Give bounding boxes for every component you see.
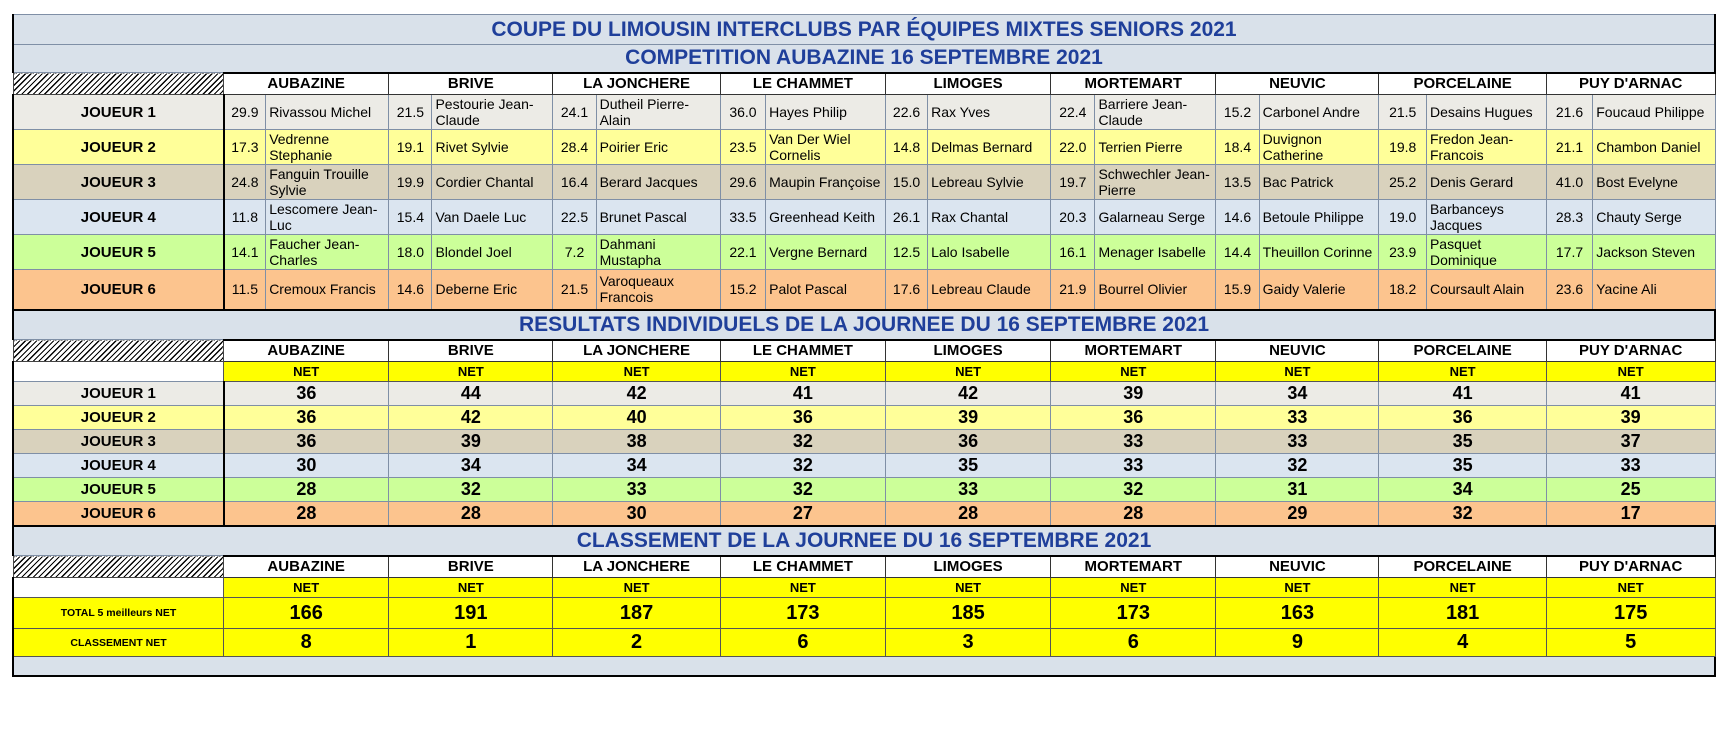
player-name-cell: Hayes Philip (766, 95, 886, 130)
handicap-cell: 24.8 (224, 165, 266, 200)
handicap-cell: 21.1 (1546, 130, 1592, 165)
handicap-cell: 14.8 (885, 130, 927, 165)
total-cell: 187 (553, 598, 720, 629)
handicap-cell: 15.2 (720, 270, 765, 310)
handicap-cell: 18.4 (1216, 130, 1259, 165)
roster-row (13, 235, 1715, 270)
net-header: NET (224, 578, 389, 598)
net-header: NET (553, 578, 720, 598)
player-label: JOUEUR 1 (13, 382, 224, 406)
net-score-cell: 32 (720, 454, 885, 478)
player-name-cell: Van Der Wiel Cornelis (766, 130, 886, 165)
net-score-cell: 33 (553, 478, 720, 502)
club-header: LA JONCHERE (553, 73, 720, 95)
net-score-cell: 34 (1379, 478, 1546, 502)
player-label: JOUEUR 3 (13, 165, 224, 200)
player-label: JOUEUR 2 (13, 130, 224, 165)
total-row (13, 598, 1715, 629)
player-name-cell: Lebreau Claude (928, 270, 1051, 310)
player-name-cell: Berard Jacques (596, 165, 720, 200)
score-row (13, 454, 1715, 478)
player-name-cell: Fanguin Trouille Sylvie (266, 165, 389, 200)
club-header: LIMOGES (885, 340, 1050, 362)
handicap-cell: 29.9 (224, 95, 266, 130)
net-score-cell: 32 (1216, 454, 1379, 478)
score-row (13, 406, 1715, 430)
net-header: NET (1379, 578, 1546, 598)
handicap-cell: 7.2 (553, 235, 596, 270)
player-name-cell: Barbanceys Jacques (1426, 200, 1546, 235)
hatched-corner (13, 73, 224, 95)
player-label: JOUEUR 6 (13, 502, 224, 526)
player-name-cell: Yacine Ali (1593, 270, 1715, 310)
handicap-cell: 23.5 (720, 130, 765, 165)
net-header: NET (1546, 578, 1715, 598)
player-name-cell: Delmas Bernard (928, 130, 1051, 165)
net-score-cell: 36 (224, 430, 389, 454)
net-score-cell: 42 (389, 406, 553, 430)
net-score-cell: 32 (720, 430, 885, 454)
player-name-cell: Brunet Pascal (596, 200, 720, 235)
net-score-cell: 28 (224, 502, 389, 526)
player-name-cell: Duvignon Catherine (1259, 130, 1379, 165)
net-header: NET (720, 362, 885, 382)
player-name-cell: Pestourie Jean-Claude (432, 95, 553, 130)
player-name-cell: Dahmani Mustapha (596, 235, 720, 270)
results-title: RESULTATS INDIVIDUELS DE LA JOURNEE DU 16 SEPTEMBRE 2021 (13, 310, 1715, 340)
net-score-cell: 27 (720, 502, 885, 526)
player-name-cell: Vedrenne Stephanie (266, 130, 389, 165)
handicap-cell: 17.6 (885, 270, 927, 310)
results-net-header (13, 362, 1715, 382)
results-club-header (13, 340, 1715, 362)
player-name-cell: Cordier Chantal (432, 165, 553, 200)
handicap-cell: 15.0 (885, 165, 927, 200)
net-score-cell: 29 (1216, 502, 1379, 526)
score-row (13, 430, 1715, 454)
total-cell: 173 (1051, 598, 1216, 629)
club-header: MORTEMART (1051, 340, 1216, 362)
handicap-cell: 21.5 (389, 95, 432, 130)
player-name-cell: Lebreau Sylvie (928, 165, 1051, 200)
player-name-cell: Rivet Sylvie (432, 130, 553, 165)
handicap-cell: 22.1 (720, 235, 765, 270)
net-score-cell: 28 (389, 502, 553, 526)
player-name-cell: Rax Yves (928, 95, 1051, 130)
net-score-cell: 40 (553, 406, 720, 430)
ranking-cell: 5 (1546, 629, 1715, 657)
player-label: JOUEUR 1 (13, 95, 224, 130)
player-name-cell: Chambon Daniel (1593, 130, 1715, 165)
net-score-cell: 39 (1051, 382, 1216, 406)
net-score-cell: 32 (1051, 478, 1216, 502)
player-name-cell: Deberne Eric (432, 270, 553, 310)
club-header: LE CHAMMET (720, 340, 885, 362)
net-score-cell: 41 (720, 382, 885, 406)
net-score-cell: 32 (1379, 502, 1546, 526)
handicap-cell: 18.2 (1379, 270, 1427, 310)
handicap-cell: 14.6 (389, 270, 432, 310)
net-score-cell: 36 (1051, 406, 1216, 430)
ranking-cell: 3 (885, 629, 1050, 657)
club-header: LE CHAMMET (720, 73, 885, 95)
blank-cell (13, 362, 224, 382)
handicap-cell: 19.0 (1379, 200, 1427, 235)
player-name-cell: Theuillon Corinne (1259, 235, 1379, 270)
ranking-cell: 6 (1051, 629, 1216, 657)
net-header: NET (1546, 362, 1715, 382)
player-name-cell: Lalo Isabelle (928, 235, 1051, 270)
competition-title: COMPETITION AUBAZINE 16 SEPTEMBRE 2021 (13, 45, 1715, 73)
results-title-row (13, 310, 1715, 340)
club-header: PUY D'ARNAC (1546, 556, 1715, 578)
player-name-cell: Fredon Jean-Francois (1426, 130, 1546, 165)
handicap-cell: 22.0 (1051, 130, 1095, 165)
handicap-cell: 21.5 (553, 270, 596, 310)
net-header: NET (224, 362, 389, 382)
net-score-cell: 36 (1379, 406, 1546, 430)
player-label: JOUEUR 6 (13, 270, 224, 310)
player-name-cell: Van Daele Luc (432, 200, 553, 235)
net-header: NET (1216, 578, 1379, 598)
net-score-cell: 41 (1546, 382, 1715, 406)
roster-row (13, 95, 1715, 130)
player-name-cell: Coursault Alain (1426, 270, 1546, 310)
player-name-cell: Schwechler Jean-Pierre (1095, 165, 1216, 200)
ranking-net-header (13, 578, 1715, 598)
club-header: BRIVE (389, 556, 553, 578)
net-header: NET (553, 362, 720, 382)
player-name-cell: Lescomere Jean-Luc (266, 200, 389, 235)
sheet-title: COUPE DU LIMOUSIN INTERCLUBS PAR ÉQUIPES MIXTES SENIORS 2021 (13, 15, 1715, 45)
net-header: NET (885, 578, 1050, 598)
player-name-cell: Varoqueaux Francois (596, 270, 720, 310)
net-header: NET (1379, 362, 1546, 382)
ranking-cell: 2 (553, 629, 720, 657)
player-name-cell: Cremoux Francis (266, 270, 389, 310)
net-score-cell: 39 (1546, 406, 1715, 430)
ranking-cell: 8 (224, 629, 389, 657)
net-score-cell: 33 (1546, 454, 1715, 478)
club-header: AUBAZINE (224, 556, 389, 578)
handicap-cell: 23.6 (1546, 270, 1592, 310)
player-label: JOUEUR 4 (13, 200, 224, 235)
ranking-title-row (13, 526, 1715, 556)
net-score-cell: 28 (1051, 502, 1216, 526)
handicap-cell: 26.1 (885, 200, 927, 235)
ranking-title: CLASSEMENT DE LA JOURNEE DU 16 SEPTEMBRE 2021 (13, 526, 1715, 556)
net-header: NET (389, 362, 553, 382)
handicap-cell: 23.9 (1379, 235, 1427, 270)
total-cell: 185 (885, 598, 1050, 629)
player-name-cell: Barriere Jean-Claude (1095, 95, 1216, 130)
net-score-cell: 34 (389, 454, 553, 478)
net-score-cell: 35 (885, 454, 1050, 478)
net-score-cell: 39 (885, 406, 1050, 430)
net-score-cell: 38 (553, 430, 720, 454)
net-score-cell: 17 (1546, 502, 1715, 526)
net-header: NET (885, 362, 1050, 382)
score-row (13, 382, 1715, 406)
club-header: AUBAZINE (224, 340, 389, 362)
handicap-cell: 17.7 (1546, 235, 1592, 270)
results-table (12, 14, 1716, 657)
net-score-cell: 44 (389, 382, 553, 406)
handicap-cell: 33.5 (720, 200, 765, 235)
handicap-cell: 13.5 (1216, 165, 1259, 200)
player-name-cell: Denis Gerard (1426, 165, 1546, 200)
club-header: LA JONCHERE (553, 340, 720, 362)
hatched-corner (13, 556, 224, 578)
club-header: MORTEMART (1051, 556, 1216, 578)
handicap-cell: 19.8 (1379, 130, 1427, 165)
player-name-cell: Vergne Bernard (766, 235, 886, 270)
total-cell: 163 (1216, 598, 1379, 629)
total-cell: 191 (389, 598, 553, 629)
sheet-title-row (13, 15, 1715, 45)
net-score-cell: 41 (1379, 382, 1546, 406)
handicap-cell: 20.3 (1051, 200, 1095, 235)
handicap-cell: 16.1 (1051, 235, 1095, 270)
net-score-cell: 42 (885, 382, 1050, 406)
handicap-cell: 24.1 (553, 95, 596, 130)
player-name-cell: Bac Patrick (1259, 165, 1379, 200)
player-name-cell: Gaidy Valerie (1259, 270, 1379, 310)
roster-row (13, 130, 1715, 165)
player-name-cell: Rivassou Michel (266, 95, 389, 130)
handicap-cell: 41.0 (1546, 165, 1592, 200)
footer-band (12, 657, 1716, 677)
handicap-cell: 17.3 (224, 130, 266, 165)
handicap-cell: 15.2 (1216, 95, 1259, 130)
handicap-cell: 22.4 (1051, 95, 1095, 130)
club-header: LIMOGES (885, 556, 1050, 578)
club-header: MORTEMART (1051, 73, 1216, 95)
net-header: NET (1051, 578, 1216, 598)
player-label: JOUEUR 3 (13, 430, 224, 454)
net-score-cell: 30 (224, 454, 389, 478)
ranking-cell: 1 (389, 629, 553, 657)
net-score-cell: 39 (389, 430, 553, 454)
player-label: JOUEUR 2 (13, 406, 224, 430)
total-cell: 173 (720, 598, 885, 629)
ranking-club-header (13, 556, 1715, 578)
handicap-cell: 18.0 (389, 235, 432, 270)
net-score-cell: 36 (720, 406, 885, 430)
handicap-cell: 21.5 (1379, 95, 1427, 130)
net-score-cell: 30 (553, 502, 720, 526)
handicap-cell: 29.6 (720, 165, 765, 200)
handicap-cell: 19.7 (1051, 165, 1095, 200)
net-score-cell: 42 (553, 382, 720, 406)
total-cell: 166 (224, 598, 389, 629)
roster-row (13, 270, 1715, 310)
net-score-cell: 35 (1379, 430, 1546, 454)
club-header: BRIVE (389, 73, 553, 95)
ranking-cell: 9 (1216, 629, 1379, 657)
handicap-cell: 22.5 (553, 200, 596, 235)
handicap-cell: 21.9 (1051, 270, 1095, 310)
score-row (13, 502, 1715, 526)
net-score-cell: 36 (885, 430, 1050, 454)
player-label: JOUEUR 5 (13, 478, 224, 502)
net-score-cell: 33 (1216, 430, 1379, 454)
total-cell: 175 (1546, 598, 1715, 629)
roster-club-header (13, 73, 1715, 95)
ranking-row-label: CLASSEMENT NET (13, 629, 224, 657)
handicap-cell: 15.4 (389, 200, 432, 235)
club-header: BRIVE (389, 340, 553, 362)
handicap-cell: 14.6 (1216, 200, 1259, 235)
club-header: PUY D'ARNAC (1546, 73, 1715, 95)
club-header: LE CHAMMET (720, 556, 885, 578)
player-name-cell: Carbonel Andre (1259, 95, 1379, 130)
net-score-cell: 31 (1216, 478, 1379, 502)
player-name-cell: Dutheil Pierre-Alain (596, 95, 720, 130)
club-header: PORCELAINE (1379, 340, 1546, 362)
handicap-cell: 25.2 (1379, 165, 1427, 200)
handicap-cell: 22.6 (885, 95, 927, 130)
player-name-cell: Chauty Serge (1593, 200, 1715, 235)
net-score-cell: 32 (389, 478, 553, 502)
net-score-cell: 25 (1546, 478, 1715, 502)
roster-row (13, 200, 1715, 235)
total-row-label: TOTAL 5 meilleurs NET (13, 598, 224, 629)
player-name-cell: Maupin Françoise (766, 165, 886, 200)
player-name-cell: Faucher Jean-Charles (266, 235, 389, 270)
player-name-cell: Greenhead Keith (766, 200, 886, 235)
handicap-cell: 19.9 (389, 165, 432, 200)
player-name-cell: Rax Chantal (928, 200, 1051, 235)
net-score-cell: 34 (553, 454, 720, 478)
handicap-cell: 19.1 (389, 130, 432, 165)
competition-title-row (13, 45, 1715, 73)
club-header: PUY D'ARNAC (1546, 340, 1715, 362)
roster-row (13, 165, 1715, 200)
player-label: JOUEUR 5 (13, 235, 224, 270)
player-name-cell: Desains Hugues (1426, 95, 1546, 130)
net-score-cell: 35 (1379, 454, 1546, 478)
handicap-cell: 14.1 (224, 235, 266, 270)
player-name-cell: Palot Pascal (766, 270, 886, 310)
player-name-cell: Poirier Eric (596, 130, 720, 165)
handicap-cell: 12.5 (885, 235, 927, 270)
handicap-cell: 11.8 (224, 200, 266, 235)
hatched-corner (13, 340, 224, 362)
net-score-cell: 33 (885, 478, 1050, 502)
net-header: NET (720, 578, 885, 598)
net-score-cell: 32 (720, 478, 885, 502)
player-name-cell: Foucaud Philippe (1593, 95, 1715, 130)
score-row (13, 478, 1715, 502)
club-header: LIMOGES (885, 73, 1050, 95)
handicap-cell: 21.6 (1546, 95, 1592, 130)
club-header: LA JONCHERE (553, 556, 720, 578)
handicap-cell: 28.4 (553, 130, 596, 165)
player-name-cell: Bost Evelyne (1593, 165, 1715, 200)
net-score-cell: 33 (1051, 454, 1216, 478)
net-header: NET (1216, 362, 1379, 382)
net-score-cell: 37 (1546, 430, 1715, 454)
handicap-cell: 16.4 (553, 165, 596, 200)
handicap-cell: 14.4 (1216, 235, 1259, 270)
club-header: AUBAZINE (224, 73, 389, 95)
net-score-cell: 33 (1051, 430, 1216, 454)
player-name-cell: Jackson Steven (1593, 235, 1715, 270)
ranking-row (13, 629, 1715, 657)
net-header: NET (1051, 362, 1216, 382)
club-header: NEUVIC (1216, 556, 1379, 578)
total-cell: 181 (1379, 598, 1546, 629)
club-header: PORCELAINE (1379, 556, 1546, 578)
handicap-cell: 28.3 (1546, 200, 1592, 235)
net-score-cell: 28 (885, 502, 1050, 526)
ranking-cell: 6 (720, 629, 885, 657)
net-score-cell: 33 (1216, 406, 1379, 430)
club-header: PORCELAINE (1379, 73, 1546, 95)
player-name-cell: Betoule Philippe (1259, 200, 1379, 235)
results-sheet (12, 14, 1716, 677)
handicap-cell: 11.5 (224, 270, 266, 310)
net-score-cell: 36 (224, 406, 389, 430)
handicap-cell: 15.9 (1216, 270, 1259, 310)
club-header: NEUVIC (1216, 340, 1379, 362)
club-header: NEUVIC (1216, 73, 1379, 95)
net-score-cell: 36 (224, 382, 389, 406)
player-name-cell: Bourrel Olivier (1095, 270, 1216, 310)
player-name-cell: Blondel Joel (432, 235, 553, 270)
net-score-cell: 28 (224, 478, 389, 502)
player-name-cell: Pasquet Dominique (1426, 235, 1546, 270)
ranking-cell: 4 (1379, 629, 1546, 657)
blank-cell (13, 578, 224, 598)
player-name-cell: Terrien Pierre (1095, 130, 1216, 165)
player-label: JOUEUR 4 (13, 454, 224, 478)
net-score-cell: 34 (1216, 382, 1379, 406)
player-name-cell: Galarneau Serge (1095, 200, 1216, 235)
player-name-cell: Menager Isabelle (1095, 235, 1216, 270)
net-header: NET (389, 578, 553, 598)
handicap-cell: 36.0 (720, 95, 765, 130)
